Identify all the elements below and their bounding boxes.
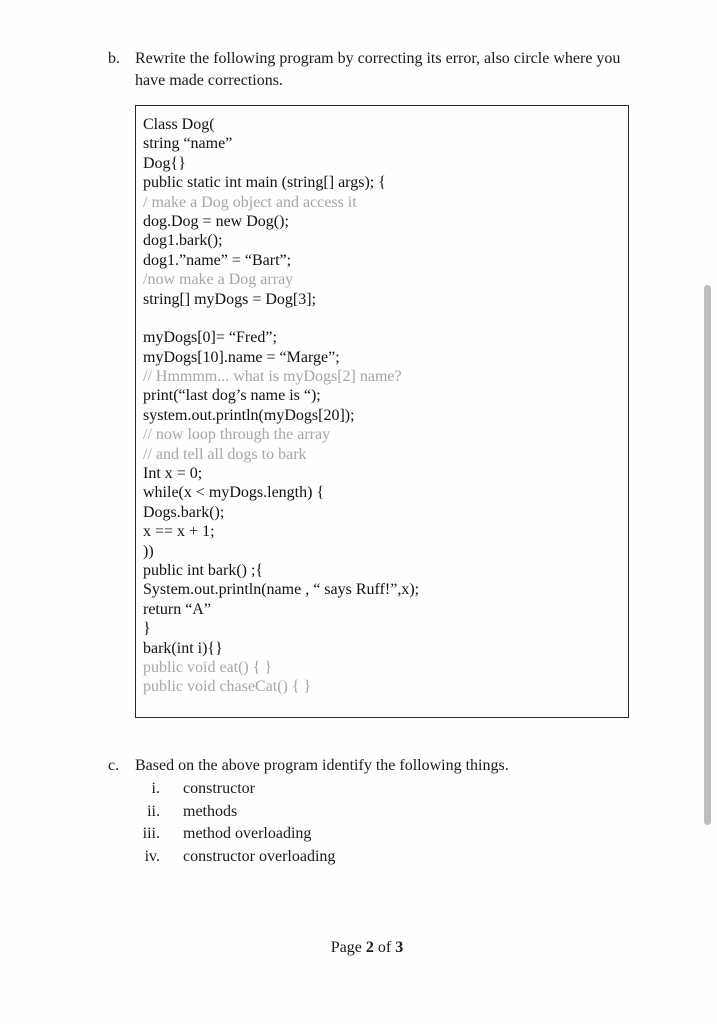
question-b-marker: b. [108,50,120,67]
code-line: dog1.bark(); [143,232,223,250]
footer-current-page: 2 [365,939,374,956]
footer-total-pages: 3 [395,939,404,956]
code-comment-line: /now make a Dog array [143,271,294,289]
code-comment-line: // and tell all dogs to bark [143,445,307,463]
code-line: print(“last dog’s name is “); [143,387,321,405]
code-line: system.out.println(myDogs[20]); [143,406,355,424]
code-comment-line: // now loop through the array [143,426,331,444]
code-line: dog1.”name” = “Bart”; [143,251,292,269]
question-c-marker: c. [108,757,120,774]
code-line: x == x + 1; [143,523,215,541]
code-line: public static int main (string[] args); { [143,174,386,192]
code-line: System.out.println(name , “ says Ruff!”,x); [143,581,420,599]
code-line: myDogs[0]= “Fred”; [143,329,277,347]
code-line: dog.Dog = new Dog(); [143,212,289,230]
code-comment-line: // Hmmmm... what is myDogs[2] name? [143,368,402,386]
question-c [108,755,648,777]
code-line: while(x < myDogs.length) { [143,484,325,502]
code-line: myDogs[10].name = “Marge”; [143,348,340,366]
code-line: Class Dog( [143,116,215,133]
code-line: return “A” [143,600,211,618]
question-b [108,48,648,92]
code-line: )) [143,542,154,560]
code-line: Int x = 0; [143,465,203,483]
code-line: bark(int i){} [143,639,223,657]
code-comment-line: public void chaseCat() { } [143,678,312,696]
sub-question-number: iv. [144,847,160,865]
code-line: string “name” [143,135,233,153]
sub-question-number: ii. [147,802,160,820]
code-listing-box [135,105,629,718]
page-number-footer [0,939,717,957]
footer-middle: of [373,939,396,956]
code-line: } [143,620,151,638]
sub-question-label: methods [183,802,238,820]
code-comment-line: public void eat() { } [143,658,273,676]
code-line: Dog{} [143,154,186,172]
code-line [143,309,628,328]
code-comment-line: / make a Dog object and access it [143,193,357,211]
question-c-text: Based on the above program identify the following things. [135,757,509,774]
vertical-scrollbar[interactable] [704,285,711,825]
code-line: public int bark() ;{ [143,561,264,579]
sub-question-number: i. [151,780,160,797]
sub-question-label: method overloading [183,825,312,843]
footer-prefix: Page [330,939,366,956]
code-line: string[] myDogs = Dog[3]; [143,290,317,308]
sub-question-label: constructor overloading [183,847,336,865]
question-b-text: Rewrite the following program by correcting its error, also circle where you have made corrections. [135,50,621,89]
code-line: Dogs.bark(); [143,503,225,521]
sub-question-label: constructor [183,780,255,797]
sub-question-number: iii. [142,825,160,843]
